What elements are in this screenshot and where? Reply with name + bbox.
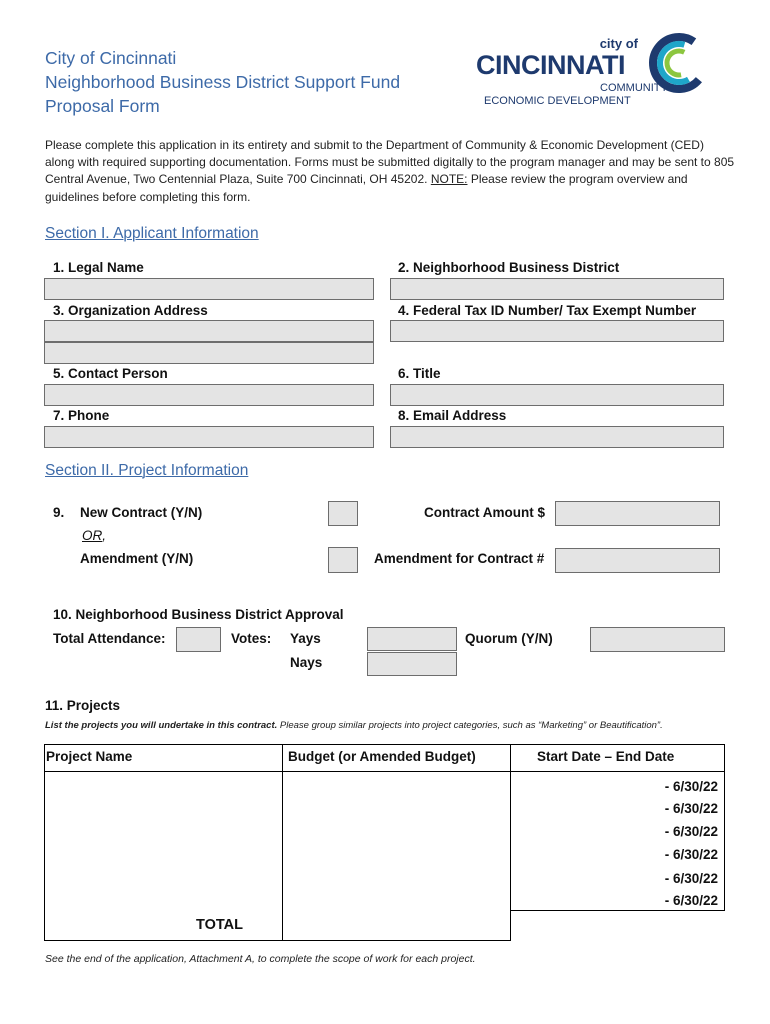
section1-heading: Section I. Applicant Information (45, 225, 259, 242)
title-line-1: City of Cincinnati (45, 48, 177, 68)
note-text: Please review the program overview and guidelines before completing this form. (45, 172, 688, 204)
nays-field[interactable] (367, 652, 457, 676)
q11-instruction-bold: List the projects you will undertake in this contract. (45, 720, 278, 731)
quorum-label: Quorum (Y/N) (465, 631, 553, 646)
new-contract-label: New Contract (Y/N) (80, 505, 203, 520)
logo-dept-line2: ECONOMIC DEVELOPMENT (484, 95, 631, 107)
contract-amount-field[interactable] (555, 501, 720, 526)
address-label: 3. Organization Address (53, 303, 208, 318)
logo-city-of: city of (599, 36, 638, 51)
col-header-project-name: Project Name (46, 749, 133, 764)
legal-name-label: 1. Legal Name (53, 260, 144, 275)
cincinnati-logo (470, 30, 720, 112)
total-label: TOTAL (196, 917, 243, 933)
col-header-budget: Budget (or Amended Budget) (288, 749, 476, 764)
q11-heading: 11. Projects (45, 698, 121, 713)
table-left-border (44, 744, 45, 941)
col-header-dates: Start Date – End Date (537, 749, 675, 764)
end-date-row-1[interactable]: - 6/30/22 (664, 779, 718, 794)
table-bottom-border (44, 940, 511, 941)
district-label: 2. Neighborhood Business District (398, 260, 620, 275)
address-field-line2[interactable] (44, 342, 374, 364)
votes-label: Votes: (231, 631, 272, 646)
table-right-border (724, 744, 725, 911)
table-top-border (44, 744, 725, 745)
footnote: See the end of the application, Attachment A, to complete the scope of work for each project. (45, 953, 476, 965)
tax-id-label: 4. Federal Tax ID Number/ Tax Exempt Number (398, 303, 697, 318)
nays-label: Nays (290, 655, 323, 670)
q11-instruction-text: Please group similar projects into project categories, such as “Marketing” or Beautification”. (279, 720, 663, 731)
intro-text: Please complete this application in its entirety and submit to the Department of Community & Economic Development (CED) along with required supporting documentation. Forms must be submitted digitally to the program manager and may be sent to 805 Central Avenue, Two Centennial Plaza, Suite 700 Cincinnati, OH 45202. (45, 138, 735, 187)
title-field[interactable] (390, 384, 724, 406)
title-label: 6. Title (398, 366, 441, 381)
yays-field[interactable] (367, 627, 457, 651)
q11-instruction (45, 720, 663, 731)
table-col-divider-2 (510, 744, 511, 941)
end-date-row-4[interactable]: - 6/30/22 (664, 847, 718, 862)
logo-c-mark-icon (646, 30, 712, 96)
logo-dept-line1: COMMUNITY & (600, 82, 679, 94)
amendment-contract-field[interactable] (555, 548, 720, 573)
q10-heading: 10. Neighborhood Business District Approval (53, 607, 344, 622)
new-contract-field[interactable] (328, 501, 358, 526)
q9-number: 9. (53, 505, 65, 520)
contact-label: 5. Contact Person (53, 366, 168, 381)
phone-field[interactable] (44, 426, 374, 448)
phone-label: 7. Phone (53, 408, 110, 423)
logo-wordmark: CINCINNATI (476, 50, 625, 80)
contact-field[interactable] (44, 384, 374, 406)
yays-label: Yays (290, 631, 321, 646)
address-field-line1[interactable] (44, 320, 374, 342)
form-title (45, 46, 400, 118)
end-date-row-6[interactable]: - 6/30/22 (664, 893, 718, 908)
amendment-label: Amendment (Y/N) (80, 551, 194, 566)
table-header-border (44, 771, 725, 772)
intro-paragraph (45, 137, 735, 206)
email-label: 8. Email Address (398, 408, 507, 423)
amendment-field[interactable] (328, 547, 358, 573)
email-field[interactable] (390, 426, 724, 448)
dates-bottom-border (510, 910, 725, 911)
district-field[interactable] (390, 278, 724, 300)
title-line-2: Neighborhood Business District Support Fund (45, 72, 401, 92)
or-text: OR, (82, 528, 107, 543)
end-date-row-2[interactable]: - 6/30/22 (664, 801, 718, 816)
quorum-field[interactable] (590, 627, 725, 652)
total-attendance-field[interactable] (176, 627, 221, 652)
end-date-row-3[interactable]: - 6/30/22 (664, 824, 718, 839)
total-attendance-label: Total Attendance: (53, 631, 166, 646)
amendment-contract-label: Amendment for Contract # (374, 551, 545, 566)
table-col-divider-1 (282, 744, 283, 941)
legal-name-field[interactable] (44, 278, 374, 300)
title-line-3: Proposal Form (45, 96, 160, 116)
end-date-row-5[interactable]: - 6/30/22 (664, 871, 718, 886)
section2-heading: Section II. Project Information (45, 462, 249, 479)
tax-id-field[interactable] (390, 320, 724, 342)
note-label: NOTE: (430, 172, 468, 187)
contract-amount-label: Contract Amount $ (424, 505, 545, 520)
